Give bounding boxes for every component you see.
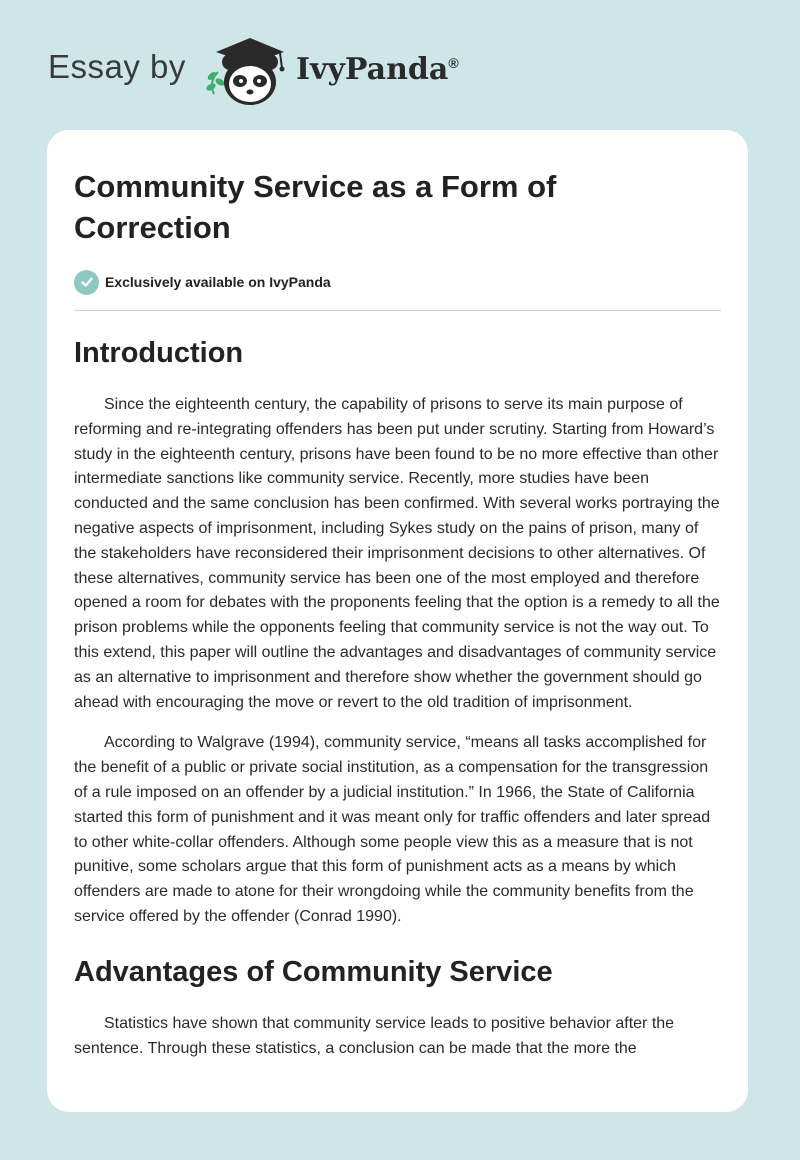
section-heading-introduction: Introduction [74,337,244,369]
article-title: Community Service as a Form of Correction [74,169,557,245]
site-header [0,0,800,130]
exclusive-badge [74,268,721,296]
registered-mark: ® [448,55,459,71]
paragraph: According to Walgrave (1994), community service, “means all tasks accomplished for the benefit of a public or private social institution, as a compensation for the transgression of a rule imposed on an offender by a judicial institution.” In 1966, the State of California started this form of punishment and it was meant only for traffic offenders and later spread to other white-collar offenders. Although some people view this as a measure that is not punitive, some scholars argue that this form of punishment acts as a means by which offenders are made to atone for their wrongdoing while the community benefits from the service offered by the offender (Conrad 1990). [74,734,711,925]
badge-label: Exclusively available on IvyPanda [105,274,331,290]
check-circle-icon [74,270,99,295]
paragraph: Since the eighteenth century, the capability of prisons to serve its main purpose of reforming and re-integrating offenders has been put under scrutiny. Starting from Howard’s study in the eighteenth century, prisons have been found to be no more effective than other intermediate sanctions like community service. Recently, more studies have been conducted and the same conclusion has been confirmed. With several works portraying the negative aspects of imprisonment, including Sykes study on the pains of prison, many of the stakeholders have reconsidered their imprisonment decisions to other alternatives. Of these alternatives, community service has been one of the most employed and therefore opened a room for debates with the proponents feeling that the option is a remedy to all the prison problems while the opponents feeling that community service is not the way out. To this extend, this paper will outline the advantages and disadvantages of community service as an alternative to imprisonment and therefore show whether the government should go ahead with encouraging the move or revert to the old tradition of imprisonment. [74,396,720,711]
ivypanda-wordmark[interactable] [296,52,459,87]
brand-name-text: IvyPanda [296,52,449,87]
article-card [47,130,748,1112]
panda-graduate-icon[interactable] [200,36,296,108]
divider [74,310,721,311]
section-heading-advantages: Advantages of Community Service [74,955,553,988]
paragraph: Statistics have shown that community service leads to positive behavior after the sentence. Through these statistics, a conclusion can be made that the more the [74,1014,675,1057]
essay-by-label: Essay by [48,48,186,85]
